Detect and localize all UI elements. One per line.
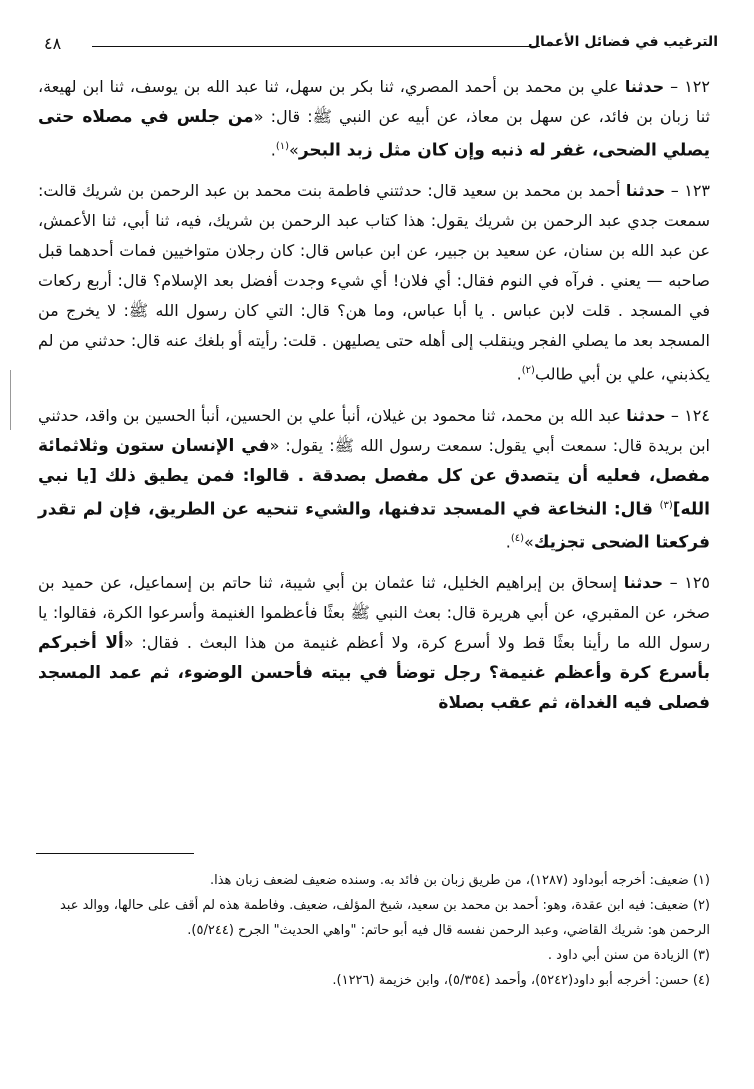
period: . bbox=[270, 140, 276, 160]
hadith-number: ١٢٣ bbox=[684, 181, 710, 201]
footnote-3: (٣) الزيادة من سنن أبي داود . bbox=[547, 948, 710, 963]
footnotes bbox=[34, 868, 710, 993]
hadith-lead: حدثنا bbox=[624, 77, 665, 96]
hadith-isnad: إسحاق بن إبراهيم الخليل، ثنا عثمان بن أبي شيبة، ثنا حاتم بن إسماعيل، عن حميد بن صخر، عن المقبري، عن أبي هريرة قال: بعث النبي ﷺ بعثًا فأعظموا الغنيمة وأسرعوا الكرة، فقالوا: يا رسول الله ما رأينا بعثًا قط ولا أسرع كرة، ولا أعظم غنيمة من هذا البعث . فقال: « bbox=[38, 573, 710, 653]
quote-close: » bbox=[289, 140, 299, 160]
hadith-125 bbox=[38, 568, 710, 718]
footnote-2: (٢) ضعيف: فيه ابن عقدة، وهو: أحمد بن محمد بن سعيد، شيخ المؤلف، ضعيف. وفاطمة هذه لم أقف على حالها، ووالد عبد الرحمن هو: شريك القاضي، وعبد الرحمن نفسه قال فيه أبو حاتم: "واهي الحديث" الجرح (٥/٢٤٤). bbox=[59, 898, 710, 938]
hadith-matn: في الإنسان ستون وثلاثمائة مفصل، فعليه أن يتصدق عن كل مفصل بصدقة . قالوا: فمن يطيق ذلك [يا نبي الله] bbox=[38, 435, 710, 519]
margin-mark bbox=[10, 370, 11, 430]
footnote-rule bbox=[36, 853, 194, 854]
period: . bbox=[516, 364, 522, 384]
hadith-matn-continued: قال: النخاعة في المسجد تدفنها، والشيء تنحيه عن الطريق، فإن لم تقدر فركعتا الضحى تجزيك bbox=[38, 498, 710, 553]
hadith-123 bbox=[38, 176, 710, 389]
quote-close: » bbox=[524, 532, 534, 552]
footnote-ref[interactable]: (٤) bbox=[510, 532, 525, 544]
dash: – bbox=[664, 77, 679, 96]
hadith-lead: حدثنا bbox=[623, 573, 664, 593]
main-text bbox=[38, 72, 710, 729]
running-title: الترغيب في فضائل الأعمال bbox=[527, 34, 718, 50]
dash: – bbox=[663, 573, 678, 593]
header-rule bbox=[92, 46, 540, 47]
footnote-4: (٤) حسن: أخرجه أبو داود(٥٢٤٢)، وأحمد (٥/٣٥٤)، وابن خزيمة (١٢٢٦). bbox=[332, 973, 710, 988]
hadith-matn: من جلس في مصلاه حتى يصلي الضحى، غفر له ذنبه وإن كان مثل زبد البحر bbox=[38, 107, 710, 161]
hadith-number: ١٢٥ bbox=[684, 573, 711, 593]
hadith-lead: حدثنا bbox=[626, 405, 666, 425]
hadith-isnad: أحمد بن محمد بن سعيد قال: حدثتني فاطمة بنت محمد بن عبد الرحمن بن شريك قالت: سمعت جدي عبد الرحمن بن شريك يقول: هذا كتاب عبد الرحمن بن شريك، فيه، ثنا أبي، ثنا الأعمش، عن عبد الله بن سنان، عن سعيد بن جبير، عن ابن عباس قال: كان رجلان متواخيين فمات أحدهما قبل صاحبه — يعني . فرآه في النوم فقال: أي فلان! أي شيء وجدت أفضل بعد الإسلام؟ قال: أربع ركعات في المسجد . قلت لابن عباس . يا أبا عباس، وما هن؟ قال: التي كان رسول الله ﷺ: لا يخرج من المسجد بعد ما يصلي الفجر وينقلب إلى أهله حتى يصليهن . قلت: رأيته أو بلغك عنه قال: حدثني من لم يكذبني، علي بن أبي طالب bbox=[38, 181, 710, 384]
dash: – bbox=[665, 405, 679, 425]
hadith-isnad: عبد الله بن محمد، ثنا محمود بن غيلان، أنبأ علي بن الحسين، أنبأ الحسين بن واقد، حدثني ابن بريدة قال: سمعت أبي يقول: سمعت رسول الله ﷺ: يقول: « bbox=[38, 405, 711, 455]
hadith-124 bbox=[38, 401, 710, 558]
hadith-122 bbox=[38, 72, 710, 165]
hadith-lead: حدثنا bbox=[625, 181, 666, 201]
footnote-ref[interactable]: (١) bbox=[275, 141, 290, 152]
running-header bbox=[44, 30, 718, 56]
dash: – bbox=[665, 181, 679, 201]
footnote-ref[interactable]: (٣) bbox=[659, 499, 673, 511]
footnote-ref[interactable]: (٢) bbox=[521, 365, 535, 377]
hadith-number: ١٢٤ bbox=[684, 405, 710, 425]
period: . bbox=[505, 532, 511, 552]
footnote-1: (١) ضعيف: أخرجه أبوداود (١٢٨٧)، من طريق زبان بن فائد به. وسنده ضعيف لضعف زبان هذا. bbox=[209, 873, 710, 888]
hadith-matn: ألا أخبركم بأسرع كرة وأعظم غنيمة؟ رجل توضأ في بيته فأحسن الوضوء، ثم عمد المسجد فصلى فيه الغداة، ثم عقب بصلاة bbox=[38, 633, 710, 714]
hadith-isnad: علي بن محمد بن أحمد المصري، ثنا بكر بن سهل، ثنا عبد الله بن يوسف، ثنا ابن لهيعة، ثنا زبان بن فائد، عن سهل بن معاذ، عن أبيه عن النبي ﷺ: قال: « bbox=[38, 77, 710, 126]
hadith-number: ١٢٢ bbox=[684, 77, 710, 96]
page-number: ٤٨ bbox=[44, 34, 62, 53]
